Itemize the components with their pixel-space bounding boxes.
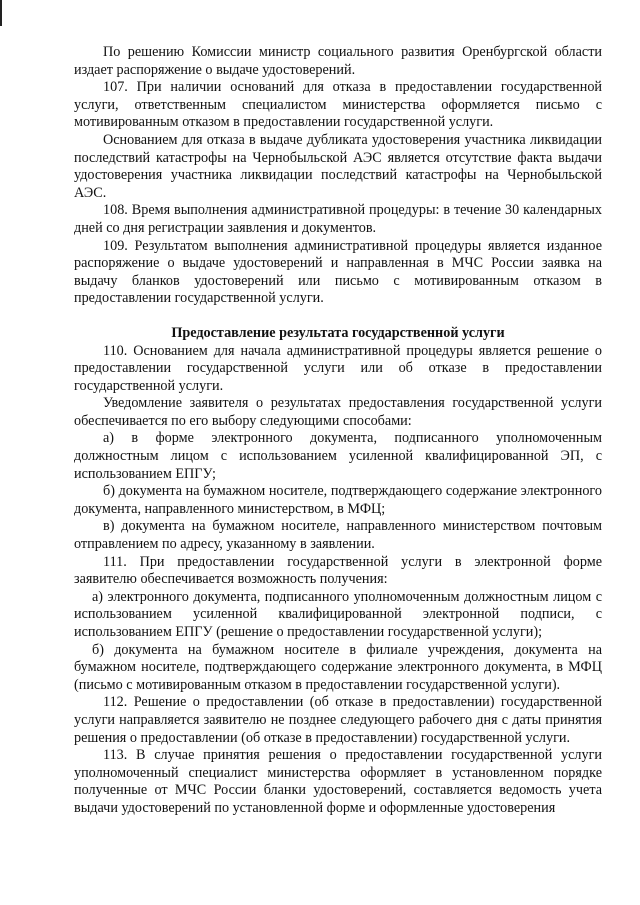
paragraph-107-duplicate-refusal: Основанием для отказа в выдаче дубликата удостоверения участника ликвидации последствий катастрофы на Чернобыльской АЭС является отсутствие факта выдачи удостоверения участника ликвидации последствий катастрофы на Чернобыльской АЭС. [74,131,602,201]
paragraph-107: 107. При наличии оснований для отказа в предоставлении государственной услуги, ответственным специалистом министерства оформляется письмо с мотивированным отказом в предоставлении государственной услуги. [74,79,602,131]
paragraph-113: 113. В случае принятия решения о предоставлении государственной услуги уполномоченный специалист министерства оформляет в установленном порядке полученные от МЧС России бланки удостоверений, составляется ведомость учета выдачи удостоверений по установленной форме и оформленные удостоверения [74,747,602,816]
paragraph-110: 110. Основанием для начала административной процедуры является решение о предоставлении государственной услуги или об отказе в предоставлении государственной услуги. [74,342,602,394]
paragraph-112: 112. Решение о предоставлении (об отказе в предоставлении) государственной услуги направляется заявителю не позднее следующего рабочего дня с даты принятия решения о предоставлении (об отказе в предоставлении) государственной услуги. [74,694,602,746]
document-page [74,44,602,818]
paragraph-109: 109. Результатом выполнения административной процедуры является изданное распоряжение о выдаче удостоверений и направленная в МЧС России заявка на выдачу бланков удостоверений или письмо с мотивированным отказом в предоставлении государственной услуги. [74,237,602,307]
section-spacer [74,308,602,325]
list-item-110-a: а) в форме электронного документа, подписанного уполномоченным должностным лицом с использованием усиленной квалифицированной ЭП, с использованием ЕПГУ; [74,430,602,482]
paragraph-110-notification: Уведомление заявителя о результатах предоставления государственной услуги обеспечивается по его выбору следующими способами: [74,395,602,429]
section-heading: Предоставление результата государственной услуги [171,324,505,341]
list-item-110-v: в) документа на бумажном носителе, направленного министерством почтовым отправлением по адресу, указанному в заявлении. [74,518,602,553]
paragraph-111: 111. При предоставлении государственной услуги в электронной форме заявителю обеспечивается возможность получения: [74,553,602,588]
list-item-110-b: б) документа на бумажном носителе, подтверждающего содержание электронного документа, направленного министерством, в МФЦ; [74,483,602,517]
list-item-111-b: б) документа на бумажном носителе в филиале учреждения, документа на бумажном носителе, подтверждающего содержание электронного документа, в МФЦ (письмо с мотивированным отказом в предоставлении государственной услуги). [74,641,602,693]
list-item-111-a: а) электронного документа, подписанного уполномоченным должностным лицом с использованием усиленной квалифицированной электронной подписи, с использованием ЕПГУ (решение о предоставлении государственной услуги); [74,588,602,640]
paragraph-108: 108. Время выполнения административной процедуры: в течение 30 календарных дней со дня регистрации заявления и документов. [74,202,602,236]
paragraph-commission-decision: По решению Комиссии министр социального развития Оренбургской области издает распоряжение о выдаче удостоверений. [74,44,602,78]
page-edge-mark [0,0,2,26]
